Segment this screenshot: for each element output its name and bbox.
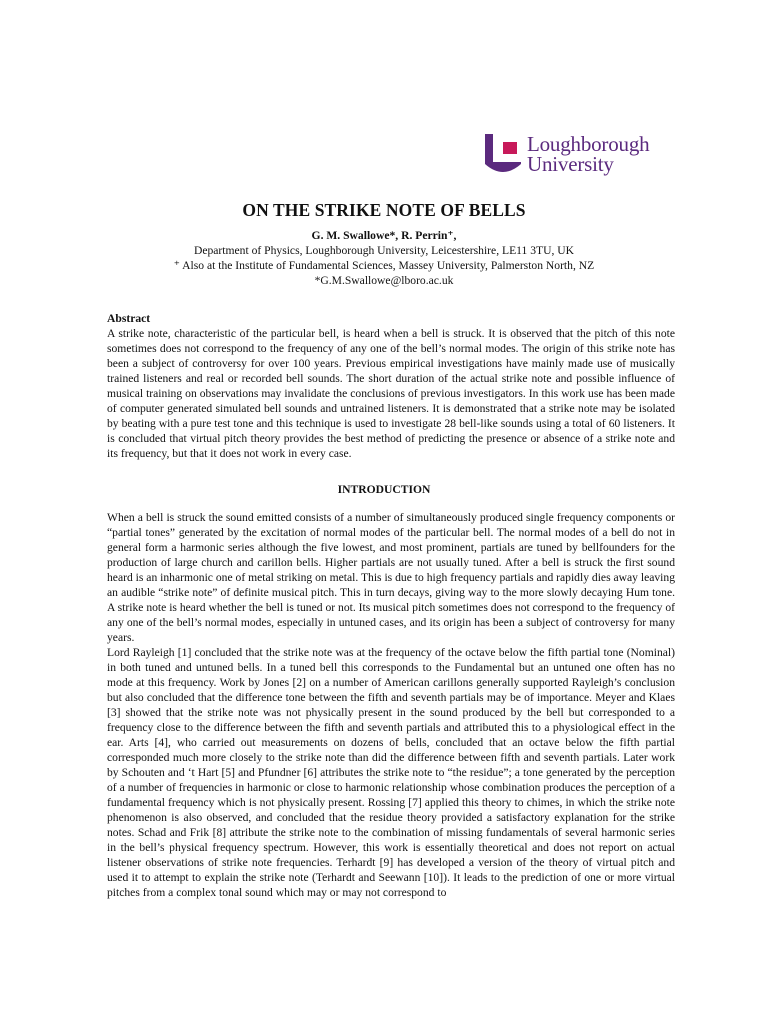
paper-title: ON THE STRIKE NOTE OF BELLS <box>242 200 526 220</box>
university-logo <box>485 134 685 178</box>
affiliation-primary: Department of Physics, Loughborough University, Leicestershire, LE11 3TU, UK <box>193 244 575 257</box>
affiliation-secondary: ⁺ Also at the Institute of Fundamental Sciences, Massey University, Palmerston North, NZ <box>173 259 595 272</box>
abstract-heading: Abstract <box>107 312 151 325</box>
introduction-paragraph-2: Lord Rayleigh [1] concluded that the strike note was at the frequency of the octave below the fifth partial tone (Nominal) in both tuned and untuned bells. In a tuned bell this corresponds to the Fundamental but an untuned one often has no mode at this frequency. Work by Jones [2] on a number of American carillons generally supported Rayleigh’s conclusion but also concluded that the difference tone between the fifth and seventh partials may be of importance. Meyer and Klaes [3] showed that the strike note was not physically present in the sound produced by the bell but corresponded to a frequency close to the difference between the fifth and seventh partials and attributed this to a physiological effect in the ear. Arts [4], who carried out measurements on dozens of bells, concluded that an octave below the fifth partial corresponded much more closely to the strike note than did the difference between fifth and seventh partials. Later work by Schouten and ‘t Hart [5] and Pfundner [6] attributes the strike note to “the residue”; a tone generated by the perception of a number of frequencies in harmonic or close to harmonic relationship whose combination produces the perception of a fundamental frequency which is not physically present. Rossing [7] applied this theory to chimes, in which the strike note phenomenon is also observed, and concluded that the residue theory provided a satisfactory explanation for the strike notes. Schad and Frik [8] attribute the strike note to the combination of missing fundamentals of several harmonic series in the bell’s physical frequency spectrum. However, this work is essentially theoretical and does not report on actual listener observations of strike note frequencies. Terhardt [9] has developed a version of the theory of virtual pitch and used it to attempt to explain the strike note (Terhardt and Seewann [10]). It leads to the prediction of one or more virtual pitches from a complex tonal sound which may or may not correspond to <box>107 646 675 899</box>
contact-email: *G.M.Swallowe@lboro.ac.uk <box>314 274 454 287</box>
introduction-paragraph-1: When a bell is struck the sound emitted consists of a number of simultaneously produced single frequency components or “partial tones” generated by the excitation of normal modes of the particular bell. The normal modes of a bell do not in general form a harmonic series although the five lowest, and most prominent, partials are tuned by bellfounders for the production of large church and carillon bells. Higher partials are not usually tuned. After a bell is struck the first sound heard is an inharmonic one of metal striking on metal. This is due to high frequency partials and rapidly dies away leaving an audible “strike note” of definite musical pitch. This in turn decays, giving way to the more slowly decaying Hum tone. A strike note is heard whether the bell is tuned or not. Its musical pitch sometimes does not correspond to the frequency of any one of the bell’s normal modes, especially in untuned cases, and its origin has been a subject of controversy for many years. <box>107 511 675 644</box>
logo-line-2: University <box>527 152 614 176</box>
logo-line-1: Loughborough <box>527 132 650 156</box>
logo-wordmark <box>527 134 649 174</box>
author-list: G. M. Swallowe*, R. Perrin⁺, <box>311 229 457 242</box>
abstract-body: A strike note, characteristic of the particular bell, is heard when a bell is struck. It is observed that the pitch of this note sometimes does not correspond to the frequency of any one of the bell’s normal modes. The origin of this strike note has been a subject of controversy for over 100 years. Previous empirical investigations have mainly made use of musically trained listeners and real or recorded bell sounds. The short duration of the actual strike note and possible influence of musical training on observations may invalidate the conclusions of previous investigators. In this work use has been made of computer generated simulated bell sounds and untrained listeners. It is demonstrated that a strike note may be isolated by beating with a pure test tone and this technique is used to investigate 28 bell-like sounds using a total of 60 listeners. It is concluded that virtual pitch theory provides the best method of predicting the presence or absence of a strike note and its frequency, but that it does not work in every case. <box>107 327 675 460</box>
university-crest-icon <box>485 134 521 176</box>
introduction-heading: INTRODUCTION <box>337 483 431 496</box>
